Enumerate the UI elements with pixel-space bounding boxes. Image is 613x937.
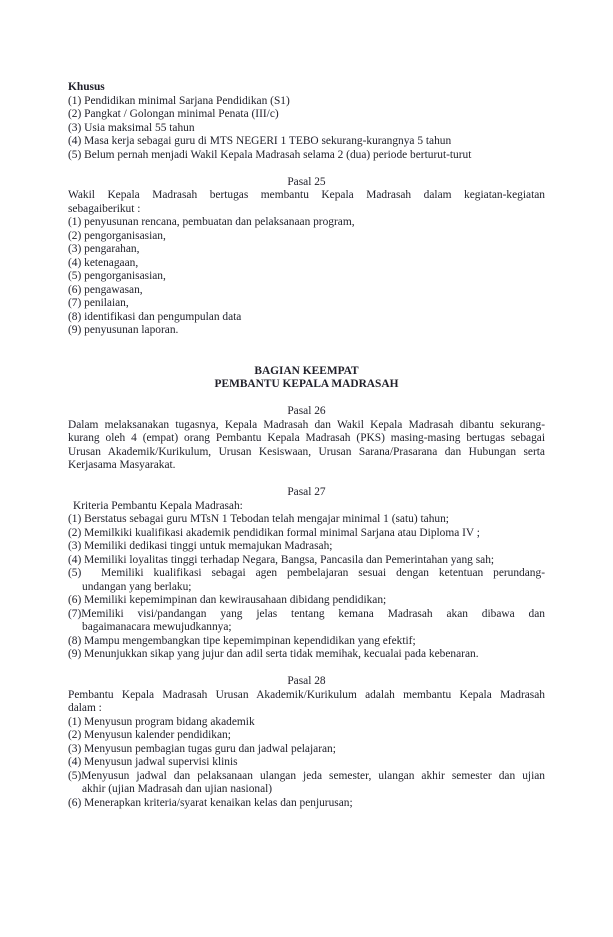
doc-line: (9) Menunjukkan sikap yang jujur dan adil serta tidak memihak, kecualai pada kebenaran. xyxy=(68,648,479,660)
doc-line: Khusus xyxy=(68,81,105,93)
pasal-28-title xyxy=(68,675,545,689)
doc-line: (4) Memiliki loyalitas tinggi terhadap Negara, Bangsa, Pancasila dan Pemerintahan yang sah; xyxy=(68,553,495,566)
doc-line: (2) pengorganisasian, xyxy=(68,229,166,242)
doc-line: Urusan Akademik/Kurikulum, Urusan Kesiswaan, Urusan Sarana/Prasarana dan Hubungan serta xyxy=(68,445,545,458)
blank-line xyxy=(68,338,545,352)
doc-line: Wakil Kepala Madrasah bertugas membantu Kepala Madrasah dalam kegiatan-kegiatan xyxy=(68,189,545,201)
spacer-3 xyxy=(68,392,545,406)
pasal-27-title xyxy=(68,486,545,500)
pasal-27-body xyxy=(68,500,545,662)
doc-line: Dalam melaksanakan tugasnya, Kepala Madrasah dan Wakil Kepala Madrasah dibantu sekurang- xyxy=(68,418,545,431)
khusus-section-heading xyxy=(68,81,545,95)
doc-line: Pasal 28 xyxy=(287,675,326,687)
doc-line: Pembantu Kepala Madrasah Urusan Akademik/Kurikulum adalah membantu Kepala Madrasah xyxy=(68,688,545,701)
pasal-25-intro xyxy=(68,189,545,216)
blank-line xyxy=(68,351,545,365)
doc-line: (8) identifikasi dan pengumpulan data xyxy=(68,310,242,323)
blank-line xyxy=(68,473,545,487)
blank-line xyxy=(68,392,545,406)
doc-line: Kerjasama Masyarakat. xyxy=(68,459,176,471)
blank-line xyxy=(68,662,545,676)
doc-line: (1) Pendidikan minimal Sarjana Pendidikan (S1) xyxy=(68,94,290,107)
doc-line: Pasal 26 xyxy=(287,405,326,417)
spacer-2 xyxy=(68,338,545,365)
doc-line: kurang oleh 4 (empat) orang Pembantu Kepala Madrasah (PKS) masing-masing bertugas sebagai xyxy=(68,432,545,444)
blank-line xyxy=(68,162,545,176)
doc-line: (3) Memiliki dedikasi tinggi untuk memajukan Madrasah; xyxy=(68,540,333,552)
doc-line: (2) Pangkat / Golongan minimal Penata (III/c) xyxy=(68,108,279,120)
doc-line: (4) Menyusun jadwal supervisi klinis xyxy=(68,756,238,768)
doc-line: (2) Menyusun kalender pendidikan; xyxy=(68,729,231,741)
doc-line: (1) penyusunan rencana, pembuatan dan pelaksanaan program, xyxy=(68,216,355,228)
doc-line: (4) ketenagaan, xyxy=(68,256,139,269)
doc-line: (6) pengawasan, xyxy=(68,283,143,296)
doc-line: (6) Menerapkan kriteria/syarat kenaikan kelas dan penjurusan; xyxy=(68,796,353,809)
doc-line: Pasal 25 xyxy=(287,175,326,188)
doc-line: (8) Mampu mengembangkan tipe kepemimpinan kependidikan yang efektif; xyxy=(68,634,416,647)
doc-line: (3) Menyusun pembagian tugas guru dan jadwal pelajaran; xyxy=(68,742,336,755)
doc-line: (5) Belum pernah menjadi Wakil Kepala Madrasah selama 2 (dua) periode berturut-turut xyxy=(68,148,472,161)
doc-line: (1) Menyusun program bidang akademik xyxy=(68,715,255,728)
doc-line: Kriteria Pembantu Kepala Madrasah: xyxy=(73,499,243,512)
pasal-26-body xyxy=(68,419,545,473)
doc-line: (7) penilaian, xyxy=(68,297,129,309)
doc-line: (6) Memiliki kepemimpinan dan kewirausahaan dibidang pendidikan; xyxy=(68,594,387,606)
doc-line: (9) penyusunan laporan. xyxy=(68,324,179,336)
doc-line: (2) Memilkiki kualifikasi akademik pendidikan formal minimal Sarjana atau Diploma IV ; xyxy=(68,526,480,539)
doc-line: sebagaiberikut : xyxy=(68,202,141,215)
doc-line: (5)Menyusun jadwal dan pelaksanaan ulangan jeda semester, ulangan akhir semester dan ujian xyxy=(68,769,545,782)
doc-line: (3) pengarahan, xyxy=(68,243,140,255)
spacer-4 xyxy=(68,473,545,487)
doc-line: akhir (ujian Madrasah dan ujian nasional) xyxy=(82,783,273,795)
doc-line: (3) Usia maksimal 55 tahun xyxy=(68,121,195,134)
doc-line: bagaimanacara mewujudkannya; xyxy=(82,621,232,633)
doc-line: (5) Memiliki kualifikasi sebagai agen pembelajaran sesuai dengan ketentuan perundang- xyxy=(68,567,545,579)
doc-line: (1) Berstatus sebagai guru MTsN 1 Tebodan telah mengajar minimal 1 (satu) tahun; xyxy=(68,513,449,525)
spacer-1 xyxy=(68,162,545,176)
pasal-26-title xyxy=(68,405,545,419)
pasal-28-body xyxy=(68,689,545,811)
pasal-25-list xyxy=(68,216,545,338)
doc-line: dalam : xyxy=(68,702,102,714)
doc-line: (7)Memiliki visi/pandangan yang jelas tentang kemana Madrasah akan dibawa dan xyxy=(68,607,545,620)
spacer-5 xyxy=(68,662,545,676)
pasal-25-title xyxy=(68,176,545,190)
doc-line: Pasal 27 xyxy=(287,486,326,498)
doc-line: BAGIAN KEEMPAT xyxy=(254,364,359,377)
khusus-requirements-list xyxy=(68,95,545,163)
doc-line: undangan yang berlaku; xyxy=(82,580,192,593)
doc-line: (4) Masa kerja sebagai guru di MTS NEGERI 1 TEBO sekurang-kurangnya 5 tahun xyxy=(68,135,452,147)
bagian-keempat-heading xyxy=(68,365,545,392)
doc-line: (5) pengorganisasian, xyxy=(68,270,166,282)
doc-line: PEMBANTU KEPALA MADRASAH xyxy=(214,378,399,390)
